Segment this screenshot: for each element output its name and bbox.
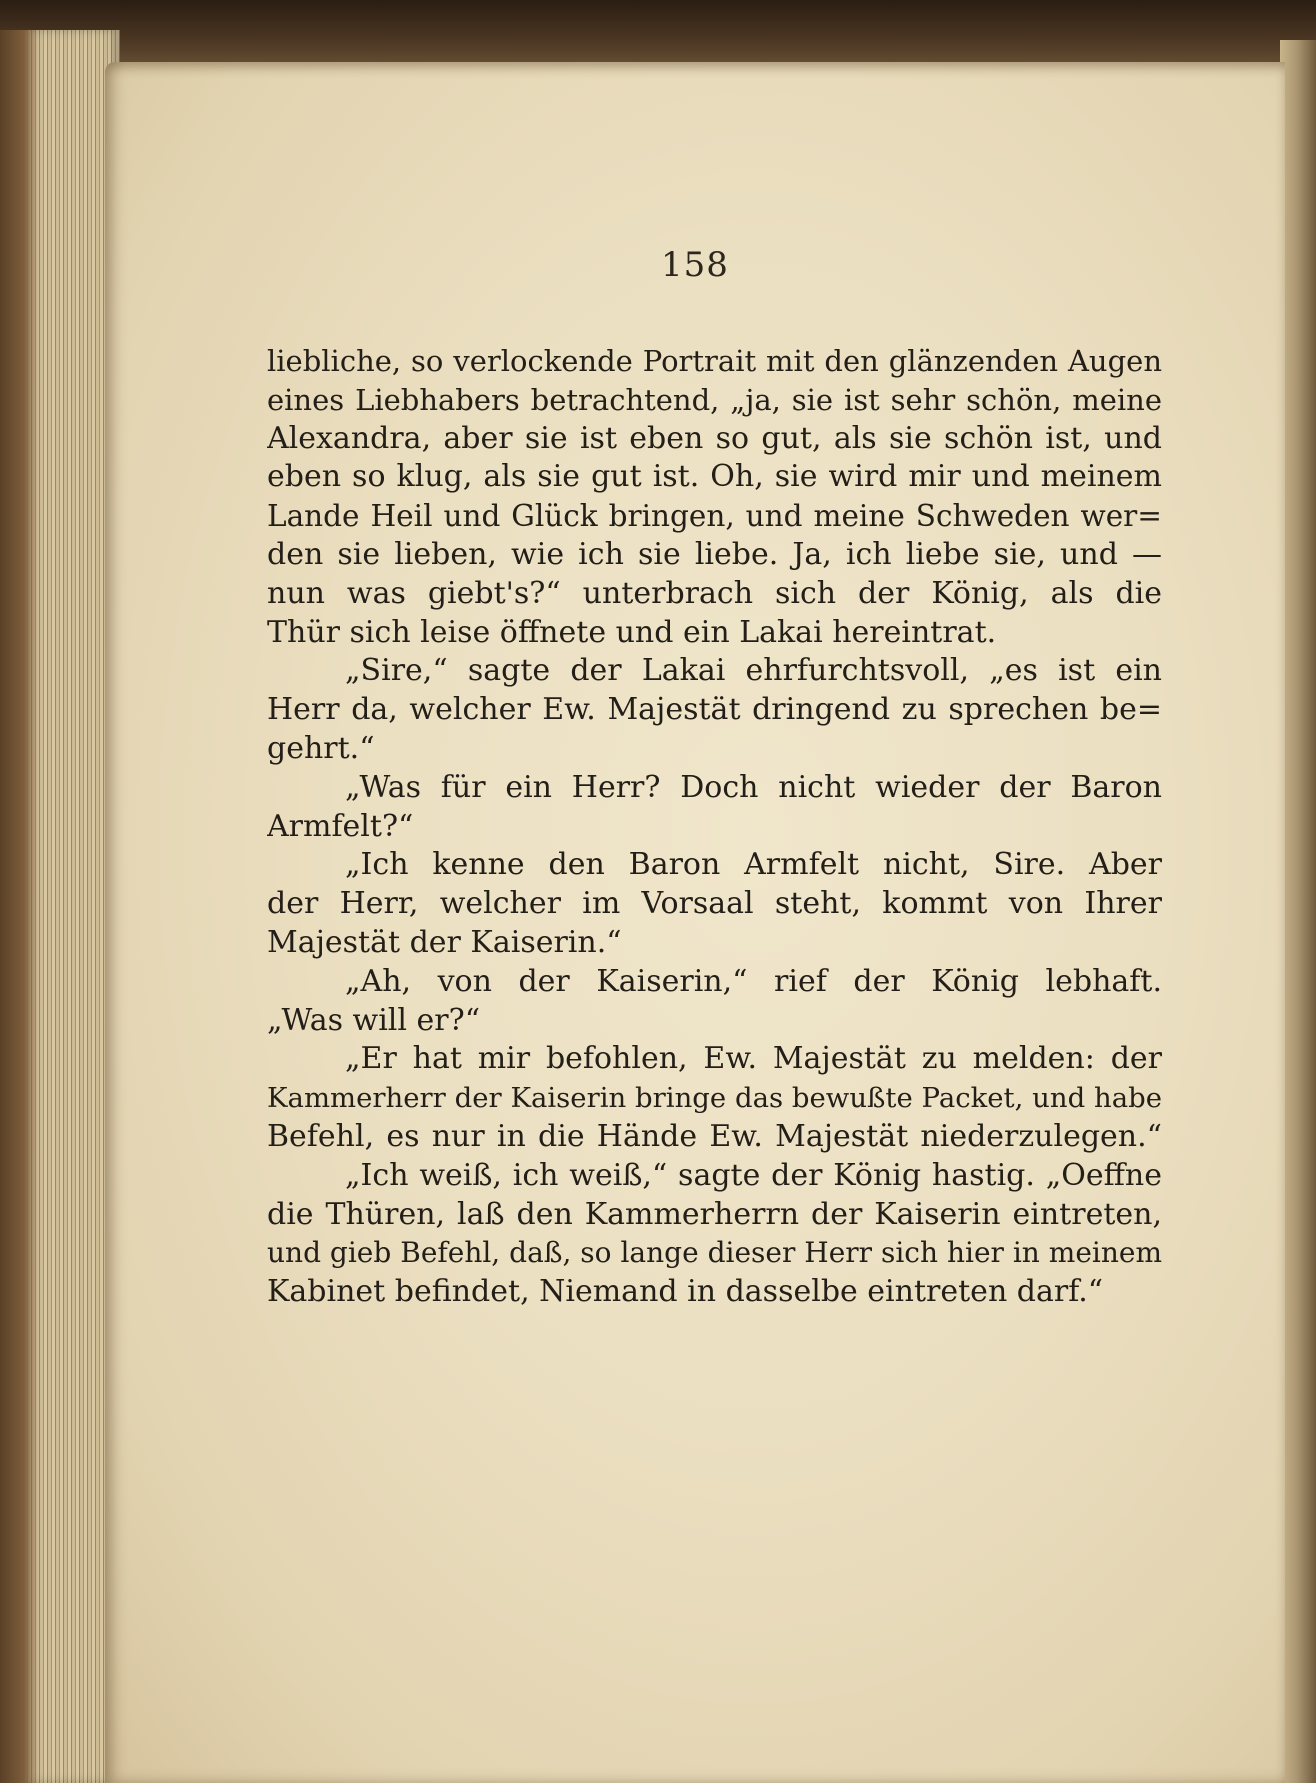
text-line: Herr da, welcher Ew. Majestät dringend zu sprechen be=: [267, 692, 1162, 728]
text-line: Armfelt?“: [267, 808, 414, 844]
text-line: Kabinet befindet, Niemand in dasselbe eintreten darf.“: [267, 1274, 1104, 1310]
text-line: liebliche, so verlockende Portrait mit den glänzenden Augen: [267, 344, 1162, 378]
text-line: eben so klug, als sie gut ist. Oh, sie wird mir und meinem: [267, 459, 1162, 495]
page-text: [267, 342, 1162, 1312]
text-line: und gieb Befehl, daß, so lange dieser Herr sich hier in meinem: [267, 1236, 1162, 1270]
text-line: Befehl, es nur in die Hände Ew. Majestät niederzulegen.“: [267, 1118, 1162, 1154]
text-line: Majestät der Kaiserin.“: [267, 924, 622, 960]
text-line: „Was für ein Herr? Doch nicht wieder der Baron: [345, 769, 1162, 805]
text-line: eines Liebhabers betrachtend, „ja, sie ist sehr schön, meine: [267, 382, 1162, 417]
text-line: Lande Heil und Glück bringen, und meine Schweden wer=: [267, 499, 1162, 534]
page-number: 158: [661, 245, 729, 285]
book-page: [105, 62, 1285, 1783]
book-gutter: [1280, 40, 1316, 1783]
text-line: Alexandra, aber sie ist eben so gut, als sie schön ist, und: [267, 420, 1162, 456]
text-line: nun was giebt's?“ unterbrach sich der König, als die: [267, 575, 1162, 611]
book-cover-edge: [0, 0, 1316, 70]
text-line: gehrt.“: [267, 730, 375, 766]
text-line: der Herr, welcher im Vorsaal steht, kommt von Ihrer: [267, 886, 1162, 922]
text-line: „Ich weiß, ich weiß,“ sagte der König hastig. „Oeffne: [345, 1157, 1162, 1193]
text-line: den sie lieben, wie ich sie liebe. Ja, ich liebe sie, und —: [267, 536, 1162, 572]
text-line: „Ah, von der Kaiserin,“ rief der König lebhaft.: [345, 963, 1162, 999]
text-line: die Thüren, laß den Kammerherrn der Kaiserin eintreten,: [267, 1196, 1162, 1232]
text-line: Thür sich leise öffnete und ein Lakai hereintrat.: [267, 614, 997, 650]
text-line: „Sire,“ sagte der Lakai ehrfurchtsvoll, „es ist ein: [345, 653, 1162, 689]
text-line: „Er hat mir befohlen, Ew. Majestät zu melden: der: [345, 1041, 1162, 1077]
book-page-edges: [0, 30, 120, 1783]
text-line: „Was will er?“: [267, 1002, 481, 1038]
text-line: „Ich kenne den Baron Armfelt nicht, Sire. Aber: [345, 847, 1162, 883]
text-line: Kammerherr der Kaiserin bringe das bewußte Packet, und habe: [267, 1082, 1162, 1115]
